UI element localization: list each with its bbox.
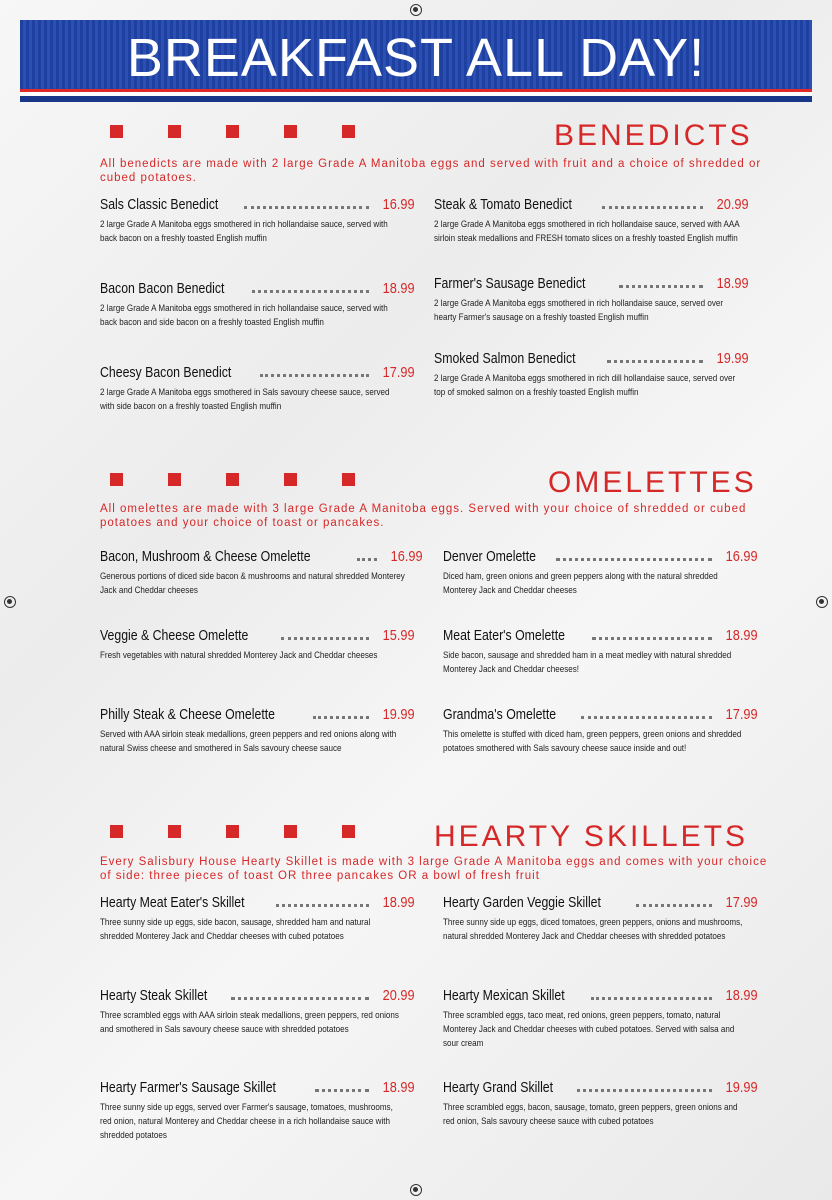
item-description: Three sunny side up eggs, diced tomatoes, green peppers, onions and mushrooms, natural shredded Monterey Jack and Cheddar cheeses with shredded potatoes: [443, 917, 743, 942]
item-name: Hearty Steak Skillet: [100, 987, 208, 1004]
dot-leader: [252, 290, 370, 293]
registration-mark-icon: [410, 1184, 422, 1196]
red-square-icon: [226, 473, 239, 486]
menu-item: [434, 196, 749, 246]
item-name: Hearty Grand Skillet: [443, 1079, 554, 1096]
dot-leader: [577, 1089, 712, 1092]
item-description: Side bacon, sausage and shredded ham in a meat medley with natural shredded Monterey Jack and Cheddar cheeses!: [443, 650, 732, 675]
item-name: Meat Eater's Omelette: [443, 627, 565, 644]
item-description: Served with AAA sirloin steak medallions, green peppers and red onions along with natural Swiss cheese and smothered in Sals savoury cheese sauce: [100, 729, 397, 754]
item-description: 2 large Grade A Manitoba eggs smothered in rich hollandaise sauce, served over hearty Farmer's sausage on a freshly toasted English muffin: [434, 298, 724, 323]
item-name: Veggie & Cheese Omelette: [100, 627, 249, 644]
red-square-icon: [342, 473, 355, 486]
dot-leader: [592, 637, 713, 640]
dot-leader: [357, 558, 377, 561]
item-description: Three scrambled eggs, bacon, sausage, tomato, green peppers, green onions and red onion, Sals savoury cheese sauce with cubed potatoes: [443, 1102, 738, 1127]
menu-item: [443, 1079, 758, 1129]
item-description: 2 large Grade A Manitoba eggs smothered in rich hollandaise sauce, served with AAA sirloin steak medallions and FRESH tomato slices on a freshly toasted English muffin: [434, 219, 740, 244]
item-name: Bacon, Mushroom & Cheese Omelette: [100, 548, 311, 565]
item-name: Steak & Tomato Benedict: [434, 196, 572, 213]
menu-item: [434, 275, 749, 325]
registration-mark-icon: [4, 596, 16, 608]
menu-item: [443, 627, 758, 677]
dot-leader: [602, 206, 703, 209]
dot-leader: [231, 997, 370, 1000]
header-banner: [20, 20, 812, 102]
dot-leader: [581, 716, 713, 719]
menu-item: [443, 987, 758, 1051]
red-square-icon: [226, 125, 239, 138]
item-price: 18.99: [383, 894, 415, 911]
page-title: BREAKFAST ALL DAY!: [126, 28, 706, 88]
item-price: 20.99: [717, 196, 749, 213]
menu-item: [100, 280, 415, 330]
red-square-icon: [226, 825, 239, 838]
registration-mark-icon: [816, 596, 828, 608]
menu-item: [443, 894, 758, 944]
item-description: This omelette is stuffed with diced ham, green peppers, green onions and shredded potatoes smothered with Sals savoury cheese sauce inside and out!: [443, 729, 742, 754]
red-square-icon: [168, 125, 181, 138]
red-square-icon: [110, 125, 123, 138]
red-square-icon: [284, 825, 297, 838]
registration-mark-icon: [410, 4, 422, 16]
red-square-icon: [342, 825, 355, 838]
red-square-icon: [168, 473, 181, 486]
red-square-icon: [110, 473, 123, 486]
menu-item: [100, 627, 415, 663]
decorative-squares: [110, 125, 355, 138]
item-name: Hearty Garden Veggie Skillet: [443, 894, 601, 911]
dot-leader: [276, 904, 369, 907]
item-name: Hearty Farmer's Sausage Skillet: [100, 1079, 276, 1096]
dot-leader: [260, 374, 369, 377]
item-price: 16.99: [383, 196, 415, 213]
dot-leader: [556, 558, 712, 561]
item-description: Three sunny side up eggs, served over Farmer's sausage, tomatoes, mushrooms, red onion, natural Monterey and Cheddar cheese in a rich hollandaise sauce with shredded potatoes: [100, 1102, 393, 1141]
item-name: Denver Omelette: [443, 548, 536, 565]
decorative-squares: [110, 473, 355, 486]
red-square-icon: [168, 825, 181, 838]
item-price: 16.99: [390, 548, 423, 565]
section-title-omelettes: OMELETTES: [548, 466, 757, 499]
red-square-icon: [284, 473, 297, 486]
item-name: Hearty Meat Eater's Skillet: [100, 894, 245, 911]
dot-leader: [244, 206, 369, 209]
item-description: Generous portions of diced side bacon & mushrooms and natural shredded Monterey Jack and Cheddar cheeses: [100, 571, 405, 596]
item-price: 18.99: [726, 627, 758, 644]
item-description: Fresh vegetables with natural shredded Monterey Jack and Cheddar cheeses: [100, 650, 378, 661]
item-price: 19.99: [726, 1079, 758, 1096]
dot-leader: [281, 637, 370, 640]
dot-leader: [591, 997, 712, 1000]
item-price: 18.99: [726, 987, 758, 1004]
dot-leader: [619, 285, 704, 288]
item-name: Sals Classic Benedict: [100, 196, 219, 213]
item-price: 19.99: [717, 350, 749, 367]
menu-item: [100, 548, 423, 598]
item-price: 18.99: [383, 280, 415, 297]
red-square-icon: [284, 125, 297, 138]
menu-item: [443, 706, 758, 756]
menu-item: [100, 1079, 415, 1143]
dot-leader: [607, 360, 704, 363]
item-description: Three sunny side up eggs, side bacon, sausage, shredded ham and natural shredded Monterey Jack and Cheddar cheeses with cubed potatoes: [100, 917, 371, 942]
item-name: Farmer's Sausage Benedict: [434, 275, 586, 292]
item-price: 18.99: [717, 275, 749, 292]
red-square-icon: [110, 825, 123, 838]
item-description: 2 large Grade A Manitoba eggs smothered in Sals savoury cheese sauce, served with side bacon on a freshly toasted English muffin: [100, 387, 390, 412]
item-price: 19.99: [383, 706, 415, 723]
item-name: Cheesy Bacon Benedict: [100, 364, 232, 381]
dot-leader: [315, 1089, 370, 1092]
menu-item: [100, 364, 415, 414]
section-title-hearty-skillets: HEARTY SKILLETS: [434, 820, 749, 853]
menu-item: [434, 350, 749, 400]
menu-item: [443, 548, 758, 598]
section-title-benedicts: BENEDICTS: [554, 119, 753, 152]
dot-leader: [636, 904, 713, 907]
item-price: 15.99: [383, 627, 415, 644]
item-description: 2 large Grade A Manitoba eggs smothered in rich hollandaise sauce, served with back bacon on a freshly toasted English muffin: [100, 219, 388, 244]
item-name: Hearty Mexican Skillet: [443, 987, 565, 1004]
item-description: Three scrambled eggs with AAA sirloin steak medallions, green peppers, red onions and smothered in Sals savoury cheese sauce with shredded potatoes: [100, 1010, 399, 1035]
menu-item: [100, 894, 415, 944]
menu-item: [100, 987, 415, 1037]
dot-leader: [313, 716, 369, 719]
item-description: Diced ham, green onions and green peppers along with the natural shredded Monterey Jack and Cheddar cheeses: [443, 571, 718, 596]
item-price: 17.99: [726, 894, 758, 911]
section-description: All benedicts are made with 2 large Grade A Manitoba eggs and served with fruit and a choice of shredded or cubed potatoes.: [100, 158, 762, 184]
item-name: Grandma's Omelette: [443, 706, 557, 723]
decorative-squares: [110, 825, 355, 838]
item-description: 2 large Grade A Manitoba eggs smothered in rich hollandaise sauce, served with back bacon and side bacon on a freshly toasted English muffin: [100, 303, 388, 328]
red-square-icon: [342, 125, 355, 138]
item-price: 20.99: [383, 987, 415, 1004]
item-name: Philly Steak & Cheese Omelette: [100, 706, 276, 723]
item-description: 2 large Grade A Manitoba eggs smothered in rich dill hollandaise sauce, served over top of smoked salmon on a freshly toasted English muffin: [434, 373, 736, 398]
menu-item: [100, 196, 415, 246]
menu-item: [100, 706, 415, 756]
item-name: Smoked Salmon Benedict: [434, 350, 576, 367]
item-name: Bacon Bacon Benedict: [100, 280, 225, 297]
item-price: 17.99: [383, 364, 415, 381]
item-price: 16.99: [726, 548, 758, 565]
section-description: Every Salisbury House Hearty Skillet is made with 3 large Grade A Manitoba eggs and comes with your choice of side: three pieces of toast OR three pancakes OR a bowl of fresh fruit: [100, 856, 768, 882]
section-description: All omelettes are made with 3 large Grade A Manitoba eggs. Served with your choice of shredded or cubed potatoes and your choice of toast or pancakes.: [100, 503, 747, 529]
item-description: Three scrambled eggs, taco meat, red onions, green peppers, tomato, natural Monterey Jack and Cheddar cheeses with cubed potatoes. Served with salsa and sour cream: [443, 1010, 735, 1049]
item-price: 18.99: [383, 1079, 415, 1096]
item-price: 17.99: [726, 706, 758, 723]
